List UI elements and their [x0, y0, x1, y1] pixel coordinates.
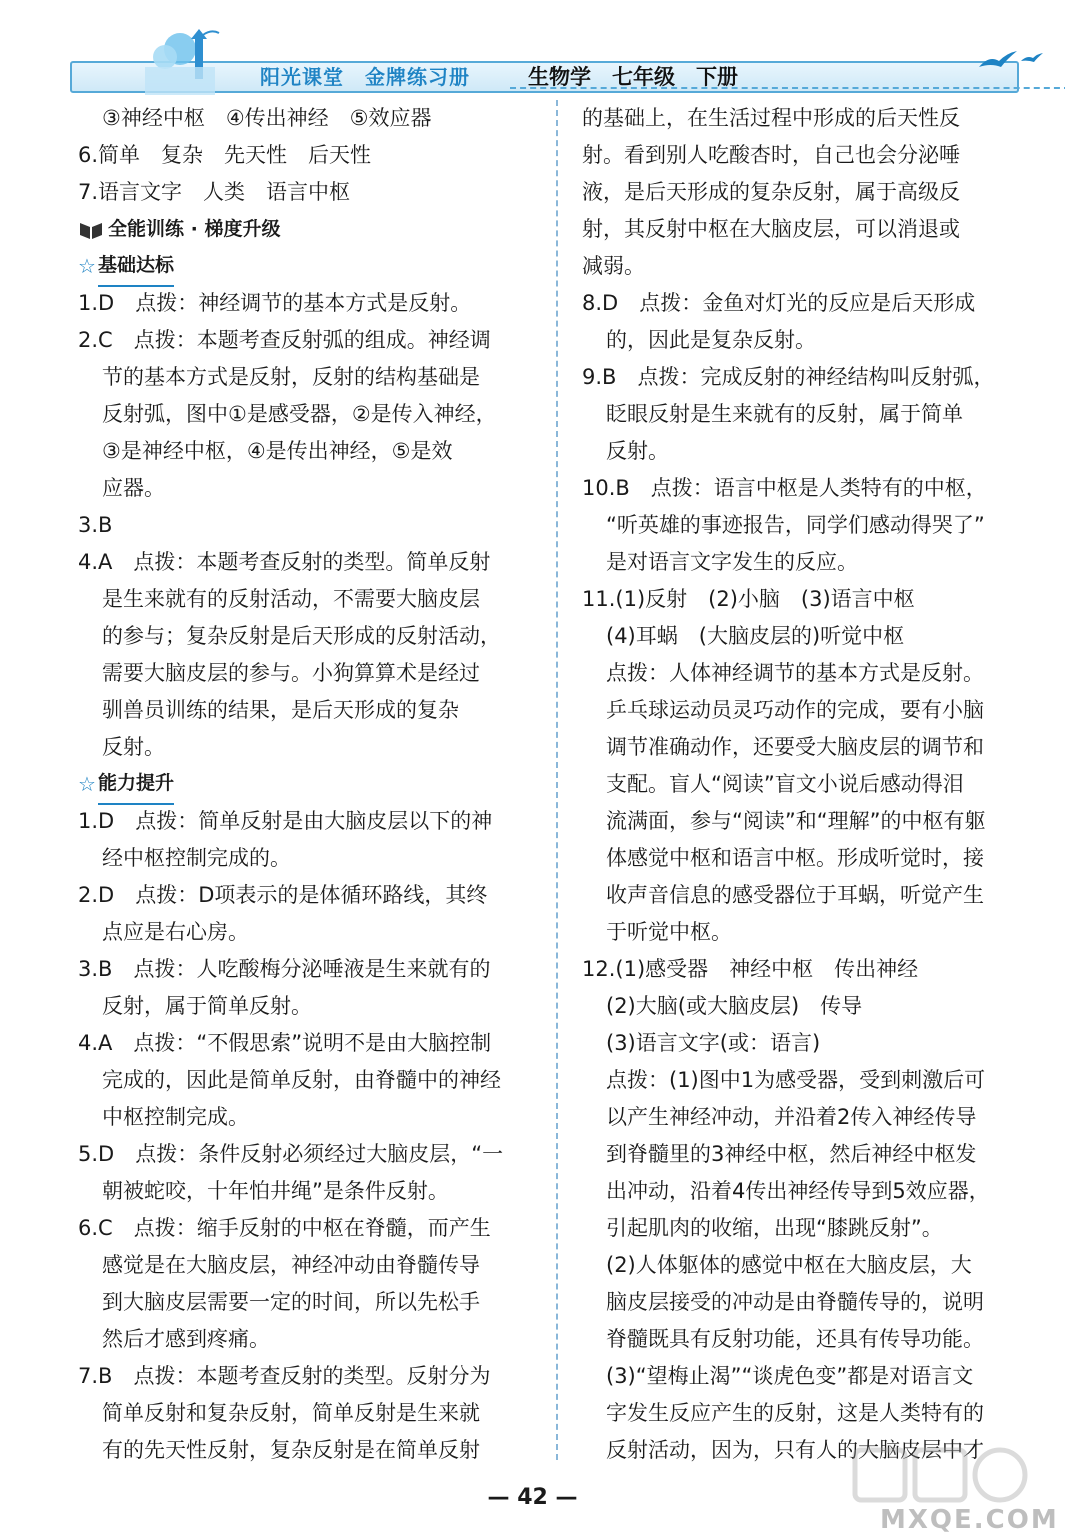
answer-line: 需要大脑皮层的参与。小狗算算术是经过 [102, 661, 480, 685]
answer-line: 是对语言文字发生的反应。 [606, 550, 858, 574]
answer-line: 出冲动，沿着4传出神经传导到5效应器， [606, 1179, 990, 1203]
left-column [78, 100, 536, 1469]
answer-line: 射。看到别人吃酸杏时，自己也会分泌唾 [582, 143, 960, 167]
answer-line: 乒乓球运动员灵巧动作的完成，要有小脑 [606, 698, 984, 722]
section-heading-text: 全能训练 · 梯度升级 [108, 218, 281, 240]
answer-line: 6.C 点拨：缩手反射的中枢在脊髓，而产生 [78, 1216, 491, 1240]
answer-line: 的参与；复杂反射是后天形成的反射活动， [102, 624, 501, 648]
section-heading [78, 211, 536, 248]
answer-line: 2.D 点拨：D项表示的是体循环路线，其终 [78, 883, 488, 907]
answer-line: 点拨：人体神经调节的基本方式是反射。 [606, 661, 984, 685]
answer-line: 4.A 点拨：“不假思索”说明不是由大脑控制 [78, 1031, 492, 1055]
answer-line: 引起肌肉的收缩，出现“膝跳反射”。 [606, 1216, 943, 1240]
page-header [70, 55, 1015, 93]
star-icon: ☆ [78, 772, 96, 796]
answer-line: 驯兽员训练的结果，是后天形成的复杂 [102, 698, 459, 722]
answer-line: 12.(1)感受器 神经中枢 传出神经 [582, 957, 919, 981]
subsection-title: 基础达标 [98, 247, 174, 287]
answer-line: 液，是后天形成的复杂反射，属于高级反 [582, 180, 960, 204]
answer-line: 反射。 [606, 439, 669, 463]
answer-line: 流满面，参与“阅读”和“理解”的中枢有躯 [606, 809, 986, 833]
birds-icon [975, 43, 1045, 75]
answer-line: 有的先天性反射，复杂反射是在简单反射 [102, 1438, 480, 1462]
answer-line: 感觉是在大脑皮层，神经冲动由脊髓传导 [102, 1253, 480, 1277]
answer-line: 收声音信息的感受器位于耳蜗，听觉产生 [606, 883, 984, 907]
answer-line: 1.D 点拨：简单反射是由大脑皮层以下的神 [78, 809, 493, 833]
answer-line: 反射活动，因为，只有人的大脑皮层中才 [606, 1438, 984, 1462]
answer-line: (2)大脑(或大脑皮层) 传导 [606, 994, 863, 1018]
answer-line: ③是神经中枢，④是传出神经，⑤是效 [102, 439, 453, 463]
watermark-text: MXQE.COM [880, 1505, 1059, 1535]
page-number: — 42 — [487, 1485, 578, 1510]
column-divider [556, 100, 558, 1460]
answer-line: 脑皮层接受的冲动是由脊髓传导的，说明 [606, 1290, 984, 1314]
answer-line: 7.B 点拨：本题考查反射的类型。反射分为 [78, 1364, 491, 1388]
answer-line: 4.A 点拨：本题考查反射的类型。简单反射 [78, 550, 491, 574]
answer-line: 字发生反应产生的反射，这是人类特有的 [606, 1401, 984, 1425]
answer-line: 11.(1)反射 (2)小脑 (3)语言中枢 [582, 587, 915, 611]
answer-line: 的，因此是复杂反射。 [606, 328, 816, 352]
answer-line: (3)“望梅止渴”“谈虎色变”都是对语言文 [606, 1364, 974, 1388]
answer-line: 眨眼反射是生来就有的反射，属于简单 [606, 402, 963, 426]
answer-line: “听英雄的事迹报告，同学们感动得哭了” [606, 513, 985, 537]
book-title: 生物学 七年级 下册 [528, 65, 738, 89]
answer-line: 到大脑皮层需要一定的时间，所以先松手 [102, 1290, 480, 1314]
answer-line: 以产生神经冲动，并沿着2传入神经传导 [606, 1105, 977, 1129]
right-column [582, 100, 1017, 1469]
star-icon: ☆ [78, 254, 96, 278]
answer-line: 3.B [78, 513, 113, 537]
answer-line: 点应是右心房。 [102, 920, 249, 944]
answer-line: 的基础上，在生活过程中形成的后天性反 [582, 106, 960, 130]
brand-name: 阳光课堂 金牌练习册 [260, 65, 470, 89]
answer-line: 3.B 点拨：人吃酸梅分泌唾液是生来就有的 [78, 957, 491, 981]
answer-line: 射，其反射中枢在大脑皮层，可以消退或 [582, 217, 960, 241]
answer-line: 支配。盲人“阅读”盲文小说后感动得泪 [606, 772, 964, 796]
answer-line: 1.D 点拨：神经调节的基本方式是反射。 [78, 291, 472, 315]
answer-line: 中枢控制完成。 [102, 1105, 249, 1129]
lighthouse-logo-icon [125, 27, 225, 97]
subsection-ability [78, 766, 536, 803]
book-icon [78, 219, 104, 241]
answer-line: 是生来就有的反射活动，不需要大脑皮层 [102, 587, 480, 611]
answer-line: 9.B 点拨：完成反射的神经结构叫反射弧， [582, 365, 995, 389]
answer-line: (4)耳蜗 (大脑皮层的)听觉中枢 [606, 624, 905, 648]
answer-line: 于听觉中枢。 [606, 920, 732, 944]
answer-line: 7.语言文字 人类 语言中枢 [78, 180, 351, 204]
answer-line: 节的基本方式是反射，反射的结构基础是 [102, 365, 480, 389]
answer-line: ③神经中枢 ④传出神经 ⑤效应器 [102, 106, 432, 130]
answer-line: 简单反射和复杂反射，简单反射是生来就 [102, 1401, 480, 1425]
answer-line: 5.D 点拨：条件反射必须经过大脑皮层，“一 [78, 1142, 504, 1166]
answer-line: 2.C 点拨：本题考查反射弧的组成。神经调 [78, 328, 491, 352]
answer-line: 调节准确动作，还要受大脑皮层的调节和 [606, 735, 984, 759]
subsection-basic [78, 248, 536, 285]
answer-line: 到脊髓里的3神经中枢，然后神经中枢发 [606, 1142, 977, 1166]
answer-line: 反射。 [102, 735, 165, 759]
answer-line: 体感觉中枢和语言中枢。形成听觉时，接 [606, 846, 984, 870]
answer-line: (3)语言文字(或：语言) [606, 1031, 821, 1055]
answer-line: 经中枢控制完成的。 [102, 846, 291, 870]
answer-line: 减弱。 [582, 254, 645, 278]
answer-line: 应器。 [102, 476, 165, 500]
answer-line: 脊髓既具有反射功能，还具有传导功能。 [606, 1327, 984, 1351]
subsection-title: 能力提升 [98, 765, 174, 805]
answer-line: 完成的，因此是简单反射，由脊髓中的神经 [102, 1068, 501, 1092]
answer-line: 然后才感到疼痛。 [102, 1327, 270, 1351]
answer-line: 朝被蛇咬，十年怕井绳”是条件反射。 [102, 1179, 449, 1203]
answer-line: 10.B 点拨：语言中枢是人类特有的中枢， [582, 476, 987, 500]
answer-line: 6.简单 复杂 先天性 后天性 [78, 143, 372, 167]
answer-line: 反射，属于简单反射。 [102, 994, 312, 1018]
answer-line: (2)人体躯体的感觉中枢在大脑皮层，大 [606, 1253, 972, 1277]
answer-line: 点拨：(1)图中1为感受器，受到刺激后可 [606, 1068, 986, 1092]
answer-line: 反射弧，图中①是感受器，②是传入神经， [102, 402, 497, 426]
answer-line: 8.D 点拨：金鱼对灯光的反应是后天形成 [582, 291, 976, 315]
